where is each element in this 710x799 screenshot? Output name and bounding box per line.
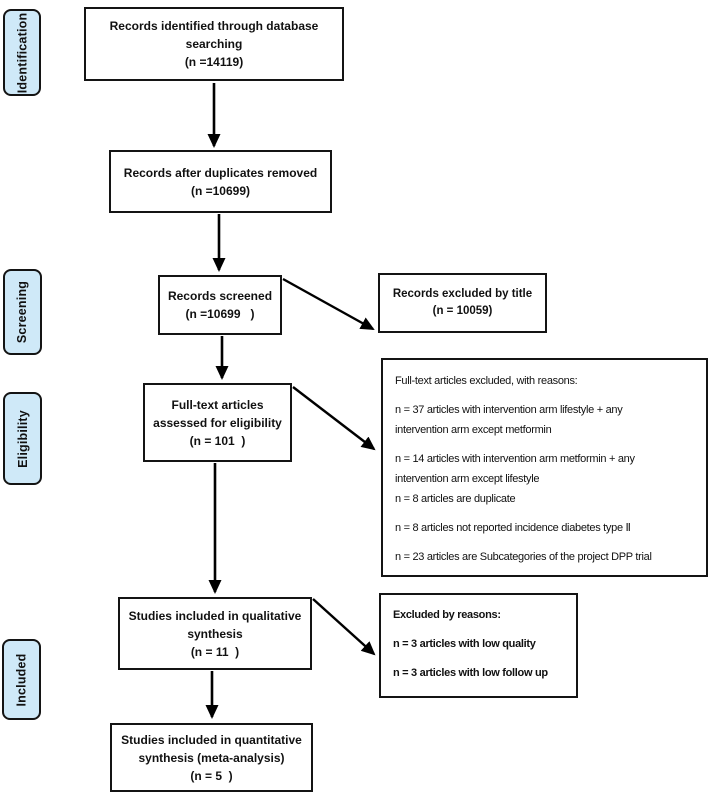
box-quantitative-synthesis bbox=[110, 723, 313, 792]
fulltext-excluded-heading: Full-text articles excluded, with reasons: bbox=[395, 375, 578, 387]
stage-screening-label: Screening bbox=[15, 280, 30, 344]
box-excluded-by-title-count: (n = 10059) bbox=[432, 305, 493, 317]
box-records-identified-count: (n =14119) bbox=[184, 55, 244, 69]
box-quantitative-line: Studies included in quantitative bbox=[121, 732, 302, 747]
fulltext-excluded-reason: n = 8 articles are duplicate bbox=[395, 493, 516, 505]
box-quantitative-count: (n = 5 ) bbox=[190, 768, 233, 783]
box-records-screened-count: (n =10699 ) bbox=[185, 307, 255, 321]
box-records-identified-line: searching bbox=[185, 37, 243, 51]
arrow-fulltext-to-excluded-reasons bbox=[293, 387, 374, 449]
stage-identification-label: Identification bbox=[15, 12, 30, 93]
fulltext-excluded-reason: n = 37 articles with intervention arm lifestyle + any bbox=[395, 404, 623, 416]
excluded-by-reasons-heading: Excluded by reasons: bbox=[393, 609, 501, 621]
box-after-duplicates-count: (n =10699) bbox=[190, 183, 251, 198]
fulltext-excluded-reason: intervention arm except lifestyle bbox=[395, 473, 540, 485]
box-records-screened-line: Records screened bbox=[167, 289, 273, 303]
stage-included-label: Included bbox=[14, 653, 29, 706]
box-fulltext-assessed bbox=[143, 383, 292, 462]
fulltext-excluded-reason: n = 23 articles are Subcategories of the project DPP trial bbox=[395, 551, 652, 563]
box-fulltext-assessed-count: (n = 101 ) bbox=[189, 433, 246, 448]
fulltext-excluded-reason: n = 8 articles not reported incidence diabetes type Ⅱ bbox=[395, 522, 631, 534]
box-qualitative-line: Studies included in qualitative bbox=[128, 608, 302, 623]
stage-eligibility bbox=[3, 392, 42, 485]
excluded-by-reasons-reason: n = 3 articles with low follow up bbox=[393, 667, 548, 679]
box-excluded-by-reasons bbox=[379, 593, 578, 698]
box-after-duplicates bbox=[109, 150, 332, 213]
excluded-by-reasons-reason: n = 3 articles with low quality bbox=[393, 638, 536, 650]
arrow-screened-to-excluded-title bbox=[283, 279, 373, 329]
box-excluded-by-title-line: Records excluded by title bbox=[392, 287, 533, 300]
box-excluded-by-title bbox=[378, 273, 547, 333]
box-records-identified-line: Records identified through database bbox=[109, 19, 319, 33]
box-qualitative-synthesis bbox=[118, 597, 312, 670]
box-qualitative-count: (n = 11 ) bbox=[190, 644, 240, 659]
box-qualitative-line: synthesis bbox=[187, 626, 243, 641]
box-records-identified bbox=[84, 7, 344, 81]
fulltext-excluded-reason: intervention arm except metformin bbox=[395, 424, 552, 436]
box-fulltext-assessed-line: Full-text articles bbox=[171, 397, 264, 412]
stage-eligibility-label: Eligibility bbox=[15, 409, 30, 468]
fulltext-excluded-reason: n = 14 articles with intervention arm metformin + any bbox=[395, 453, 635, 465]
box-fulltext-assessed-line: assessed for eligibility bbox=[153, 415, 282, 430]
arrow-qualitative-to-excluded bbox=[313, 599, 374, 654]
stage-included bbox=[2, 639, 41, 720]
stage-identification bbox=[3, 9, 41, 96]
box-records-screened bbox=[158, 275, 282, 335]
box-quantitative-line: synthesis (meta-analysis) bbox=[138, 750, 285, 765]
stage-screening bbox=[3, 269, 42, 355]
box-fulltext-excluded-reasons bbox=[381, 358, 708, 577]
box-after-duplicates-line: Records after duplicates removed bbox=[123, 165, 318, 180]
